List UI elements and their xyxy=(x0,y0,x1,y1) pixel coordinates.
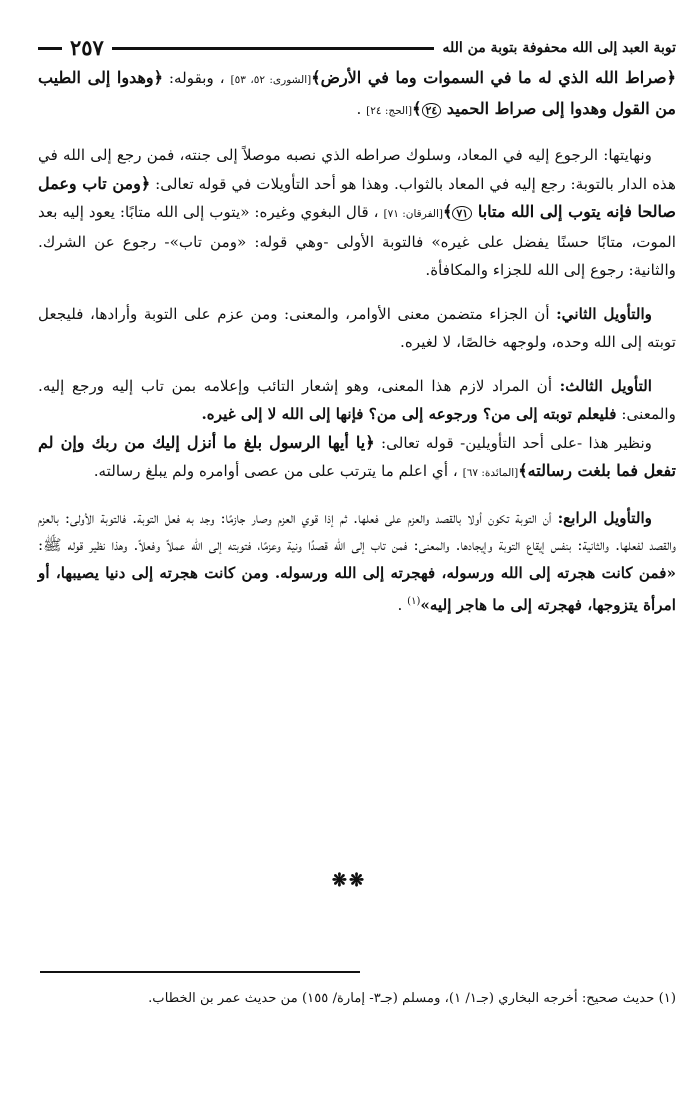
paragraph-3 xyxy=(38,301,676,356)
footnote-rule xyxy=(40,971,360,973)
footnote-marker[interactable]: (١) xyxy=(407,595,421,607)
quote-text: ومن تاب وعمل صالحا فإنه يتوب إلى الله متابا xyxy=(38,173,677,222)
quran-quote: ﴿صراط الله الذي له ما في السموات وما في الأرض﴾ xyxy=(311,68,676,87)
footnote-text: حديث صحيح: أخرجه البخاري (جـ١/ ١)، ومسلم (جـ٣- إمارة/ ١٥٥) من حديث عمر بن الخطاب. xyxy=(148,991,655,1006)
page-body xyxy=(38,64,676,619)
quran-quote: ﴿يا أيها الرسول بلغ ما أنزل إليك من ربك وإن لم تفعل فما بلغت رسالته﴾ xyxy=(38,432,676,481)
text-run: ، قال البغوي وغيره: «يتوب إلى الله متابًا: يعود إليه بعد الموت، متابًا حسنًا يفضل على غيره» فالتوبة الأولى -وهي قوله: «ومن تاب»- رجوع عن الشرك. والثانية: رجوع إلى الله للجزاء والمكافأة. xyxy=(38,203,676,279)
verse-reference: [الشورى: ٥٢، ٥٣] xyxy=(230,74,312,86)
text-run: ونهايتها: الرجوع إليه في المعاد، وسلوك صراطه الذي نصبه موصلاً إلى جنته، فمن رجع إلى الله في هذه الدار بالتوبة: رجع إليه في المعاد بالثواب. وهذا هو أحد التأويلات في قوله تعالى: xyxy=(38,146,677,193)
paragraph-6 xyxy=(38,505,676,619)
quote-text: وهدوا إلى الطيب من القول وهدوا إلى صراط الحميد xyxy=(38,68,676,118)
section-heading: التأويل الثالث: xyxy=(559,377,653,396)
paragraph-2 xyxy=(38,142,676,284)
page-number: ٢٥٧ xyxy=(62,36,112,60)
text-run: . xyxy=(356,99,362,118)
header-rule-left xyxy=(38,47,60,50)
footnote xyxy=(38,988,676,1010)
text-run: ونظير هذا -على أحد التأويلين- قوله تعالى: xyxy=(380,433,652,452)
quote-text: صراط الله الذي له ما في السموات وما في الأرض xyxy=(320,68,667,87)
text-run-bold: فليعلم توبته إلى من؟ ورجوعه إلى من؟ فإنها إلى الله لا إلى غيره. xyxy=(201,404,617,423)
text-run: أن التوبة تكون أولا بالقصد والعزم على فعلها. ثم إذا قوي العزم وصار جازمًا: وجد به فعل التوبة. فالتوبة الأولى: بالعزم والقصد لفعلها. والثانية: بنفس إيقاع التوبة وإيجادها. والمعنى: فمن تاب إلى الله قصدًا ونية وعزمًا، فتوبته إلى الله عملاً وفعلاً. وهذا نظير قوله ﷺ: xyxy=(38,508,676,555)
hadith-quote: «فمن كانت هجرته إلى الله ورسوله، فهجرته إلى الله ورسوله. ومن كانت هجرته إلى دنيا يصيبها، أو امرأة يتزوجها، فهجرته إلى ما هاجر إليه» xyxy=(38,563,676,614)
text-run: ، وبقوله: xyxy=(168,69,225,87)
section-heading: والتأويل الثاني: xyxy=(556,305,653,324)
quran-quote: ﴿ومن تاب وعمل صالحا فإنه يتوب إلى الله متابا ٧١﴾ xyxy=(38,173,677,222)
paragraph-5 xyxy=(38,429,676,488)
paragraph-1 xyxy=(38,64,676,125)
quran-quote: ﴿وهدوا إلى الطيب من القول وهدوا إلى صراط الحميد ٢٤﴾ xyxy=(38,68,676,118)
text-run: . xyxy=(397,595,403,614)
verse-reference: [الحج: ٢٤] xyxy=(366,104,413,117)
section-separator: ❋❋ xyxy=(331,870,367,891)
verse-reference: [الفرقان: ٧١] xyxy=(383,208,444,221)
paragraph-4 xyxy=(38,373,676,428)
verse-number: ٧١ xyxy=(452,206,472,221)
page-header xyxy=(38,36,676,60)
text-run: أن الجزاء متضمن معنى الأوامر، والمعنى: ومن عزم على التوبة وأرادها، فليجعل توبته إلى الله وحده، ولوجهه خالصًا، لا لغيره. xyxy=(38,305,676,351)
section-heading: والتأويل الرابع: xyxy=(557,508,653,527)
running-title: توبة العبد إلى الله محفوفة بتوبة من الله xyxy=(434,36,676,60)
footnote-number: (١) xyxy=(658,991,676,1006)
quote-text: يا أيها الرسول بلغ ما أنزل إليك من ربك وإن لم تفعل فما بلغت رسالته xyxy=(38,432,676,481)
verse-reference: [المائدة: ٦٧] xyxy=(462,467,519,480)
text-run: ، أي اعلم ما يترتب على من عصى أوامره ولم يبلغ رسالته. xyxy=(93,462,458,481)
text-run: أن المراد لازم هذا المعنى، وهو إشعار التائب وإعلامه بمن تاب إليه ورجع إليه. والمعنى: xyxy=(38,377,676,423)
verse-number: ٢٤ xyxy=(422,103,442,118)
